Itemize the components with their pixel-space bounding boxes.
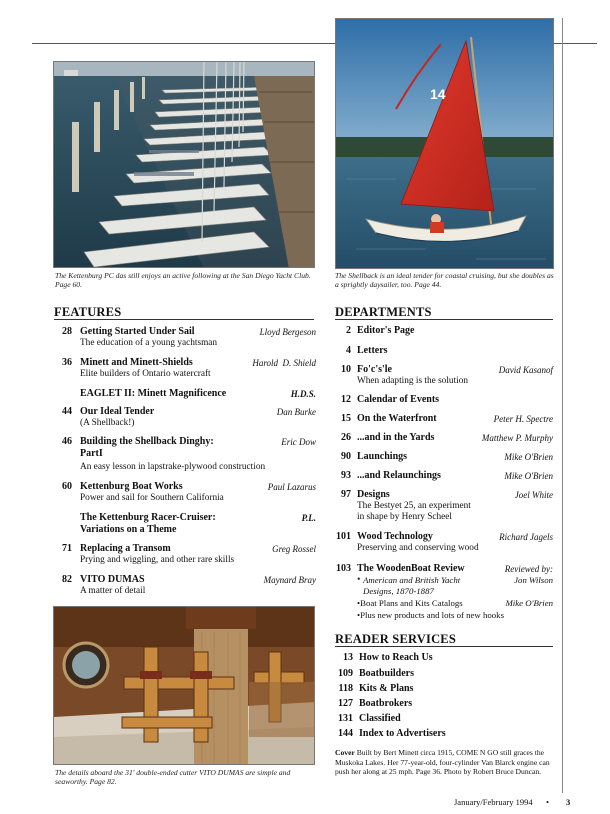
department-page: 15 <box>341 413 351 424</box>
department-page: 26 <box>341 432 351 443</box>
department-author: Mike O'Brien <box>504 471 553 481</box>
department-title: Designs <box>357 489 390 500</box>
cover-note <box>335 748 555 777</box>
department-author: Richard Jagels <box>499 532 553 542</box>
feature-item[interactable] <box>54 436 316 474</box>
feature-desc: The education of a young yachtsman <box>80 338 218 348</box>
department-page: 90 <box>341 451 351 462</box>
sail-number: 14 <box>430 86 446 102</box>
department-item[interactable] <box>335 364 553 388</box>
department-page: 10 <box>341 364 351 375</box>
feature-desc: Prying and wiggling, and other rare skills <box>80 555 235 565</box>
service-item[interactable] <box>335 668 553 681</box>
service-item[interactable] <box>335 698 553 711</box>
service-page: 127 <box>338 698 353 709</box>
department-item[interactable] <box>335 413 553 426</box>
service-title: Boatbuilders <box>359 668 415 679</box>
review-catalogs: •Boat Plans and Kits Catalogs <box>357 598 463 608</box>
page-number: 3 <box>566 797 571 807</box>
sailboat-illustration <box>336 19 554 269</box>
feature-page: 60 <box>62 481 72 492</box>
feature-author: H.D.S. <box>290 389 316 399</box>
department-title: Wood Technology <box>357 531 433 542</box>
feature-author: Paul Lazarus <box>267 482 316 492</box>
marina-photo <box>53 61 315 268</box>
service-item[interactable] <box>335 728 553 741</box>
feature-page: 82 <box>62 574 72 585</box>
department-page: 2 <box>346 325 351 336</box>
department-page: 93 <box>341 470 351 481</box>
feature-title: Kettenburg Boat Works <box>80 481 183 492</box>
feature-desc: Power and sail for Southern California <box>80 493 224 503</box>
feature-author: Greg Rossel <box>272 544 316 554</box>
department-author: Reviewed by: <box>504 564 553 574</box>
service-page: 109 <box>338 668 353 679</box>
service-item[interactable] <box>335 683 553 696</box>
department-item[interactable] <box>335 394 553 407</box>
department-item[interactable] <box>335 325 553 338</box>
sailboat-photo <box>335 18 554 269</box>
feature-item[interactable] <box>54 406 316 430</box>
department-title: Fo'c's'le <box>357 364 392 375</box>
feature-title: Minett and Minett-Shields <box>80 357 193 368</box>
feature-title: Building the Shellback Dinghy: <box>80 436 214 447</box>
caption-vito-dumas: The details aboard the 31' double-ended cutter VITO DUMAS are simple and seaworthy. Page 82. <box>55 768 291 786</box>
feature-title: Getting Started Under Sail <box>80 326 195 337</box>
department-author: Peter H. Spectre <box>493 414 553 424</box>
feature-desc: An easy lesson in lapstrake-plywood construction <box>80 462 266 472</box>
feature-author: Dan Burke <box>276 407 316 417</box>
review-book-title-line2: Designs, 1870-1887 <box>363 586 434 596</box>
review-catalogs-reviewer: Mike O'Brien <box>505 598 553 608</box>
service-page: 131 <box>338 713 353 724</box>
issue-date: January/February 1994 <box>454 797 533 807</box>
feature-title: Replacing a Transom <box>80 543 171 554</box>
department-title: Calendar of Events <box>357 394 440 405</box>
reader-services-heading: READER SERVICES <box>335 632 456 646</box>
department-title: On the Waterfront <box>357 413 437 424</box>
department-title: ...and in the Yards <box>357 432 435 443</box>
departments-rule <box>335 319 553 320</box>
review-book-reviewer: Jon Wilson <box>514 575 553 585</box>
features-rule <box>54 319 314 320</box>
vito-dumas-photo <box>53 606 315 765</box>
feature-title-line2: Variations on a Theme <box>80 524 177 535</box>
department-page: 4 <box>346 345 351 356</box>
department-desc: Preserving and conserving wood <box>357 543 479 553</box>
department-item[interactable] <box>335 345 553 358</box>
caption-marina: The Kettenburg PC das still enjoys an active following at the San Diego Yacht Club. Page 60. <box>55 271 311 289</box>
feature-author: Maynard Bray <box>263 575 316 585</box>
feature-item[interactable] <box>54 481 316 505</box>
feature-author: Lloyd Bergeson <box>259 327 316 337</box>
service-title: Kits & Plans <box>359 683 414 694</box>
page-edge-rule <box>562 18 563 793</box>
feature-desc: (A Shellback!) <box>80 418 135 428</box>
review-bullet-icon: • <box>357 575 361 585</box>
cover-label: Cover <box>335 748 355 757</box>
department-desc-line2: in shape by Henry Scheel <box>357 512 453 522</box>
caption-sailboat: The Shellback is an ideal tender for coastal cruising, but she doubles as a sprightly daysailer, too. Page 44. <box>335 271 554 289</box>
feature-page: 71 <box>62 543 72 554</box>
feature-desc: A matter of detail <box>80 586 146 596</box>
department-title: ...and Relaunchings <box>357 470 441 481</box>
feature-item[interactable] <box>54 388 316 401</box>
review-book-title: American and British Yacht <box>363 575 461 585</box>
service-page: 118 <box>338 683 353 694</box>
department-item[interactable] <box>335 470 553 483</box>
feature-title: VITO DUMAS <box>80 574 145 585</box>
marina-illustration <box>54 62 315 268</box>
department-page: 103 <box>336 563 351 574</box>
department-title: Launchings <box>357 451 408 462</box>
feature-desc: Elite builders of Ontario watercraft <box>80 369 211 379</box>
service-title: How to Reach Us <box>359 652 433 663</box>
cover-text: Built by Bert Minett circa 1915, COME N GO still graces the Muskoka Lakes. Her 77-year-old, four-cylinder Van Blarck engine can push her along at 25 mph. Page 36. Photo by Robert Bruce Duncan. <box>335 748 550 776</box>
feature-author: Harold D. Shield <box>252 358 316 368</box>
department-author: David Kasanof <box>498 365 553 375</box>
department-desc: The Bestyet 25, an experiment <box>357 501 471 511</box>
feature-author: P.L. <box>301 513 316 523</box>
feature-item[interactable] <box>54 543 316 567</box>
departments-heading: DEPARTMENTS <box>335 305 432 319</box>
department-author: Mike O'Brien <box>504 452 553 462</box>
service-page: 13 <box>343 652 353 663</box>
service-page: 144 <box>338 728 353 739</box>
service-item[interactable] <box>335 713 553 726</box>
feature-page: 46 <box>62 436 72 447</box>
review-plus: •Plus new products and lots of new hooks <box>357 610 504 620</box>
department-author: Joel White <box>514 490 553 500</box>
department-item[interactable] <box>335 489 553 525</box>
feature-title: EAGLET II: Minett Magnificence <box>80 388 227 399</box>
feature-title-line2: PartI <box>80 448 103 459</box>
department-page: 12 <box>341 394 351 405</box>
feature-author: Eric Dow <box>281 437 316 447</box>
feature-title: The Kettenburg Racer-Cruiser: <box>80 512 216 523</box>
service-item[interactable] <box>335 652 553 665</box>
department-item[interactable] <box>335 563 553 623</box>
department-title: The WoodenBoat Review <box>357 563 465 574</box>
cabin-detail-illustration <box>54 607 315 765</box>
service-title: Index to Advertisers <box>359 728 446 739</box>
department-title: Editor's Page <box>357 325 415 336</box>
department-item[interactable] <box>335 451 553 464</box>
feature-title: Our Ideal Tender <box>80 406 155 417</box>
feature-page: 36 <box>62 357 72 368</box>
department-item[interactable] <box>335 432 553 445</box>
department-page: 97 <box>341 489 351 500</box>
service-title: Boatbrokers <box>359 698 413 709</box>
feature-page: 44 <box>62 406 72 417</box>
service-title: Classified <box>359 713 401 724</box>
department-desc: When adapting is the solution <box>357 376 469 386</box>
feature-item[interactable] <box>54 326 316 350</box>
department-item[interactable] <box>335 531 553 555</box>
feature-item[interactable] <box>54 574 316 598</box>
feature-page: 28 <box>62 326 72 337</box>
feature-item[interactable] <box>54 357 316 381</box>
department-title: Letters <box>357 345 388 356</box>
department-author: Matthew P. Murphy <box>481 433 553 443</box>
footer-bullet: • <box>546 797 549 807</box>
features-heading: FEATURES <box>54 305 122 319</box>
feature-item[interactable] <box>54 512 316 538</box>
reader-services-rule <box>335 646 553 647</box>
department-page: 101 <box>336 531 351 542</box>
